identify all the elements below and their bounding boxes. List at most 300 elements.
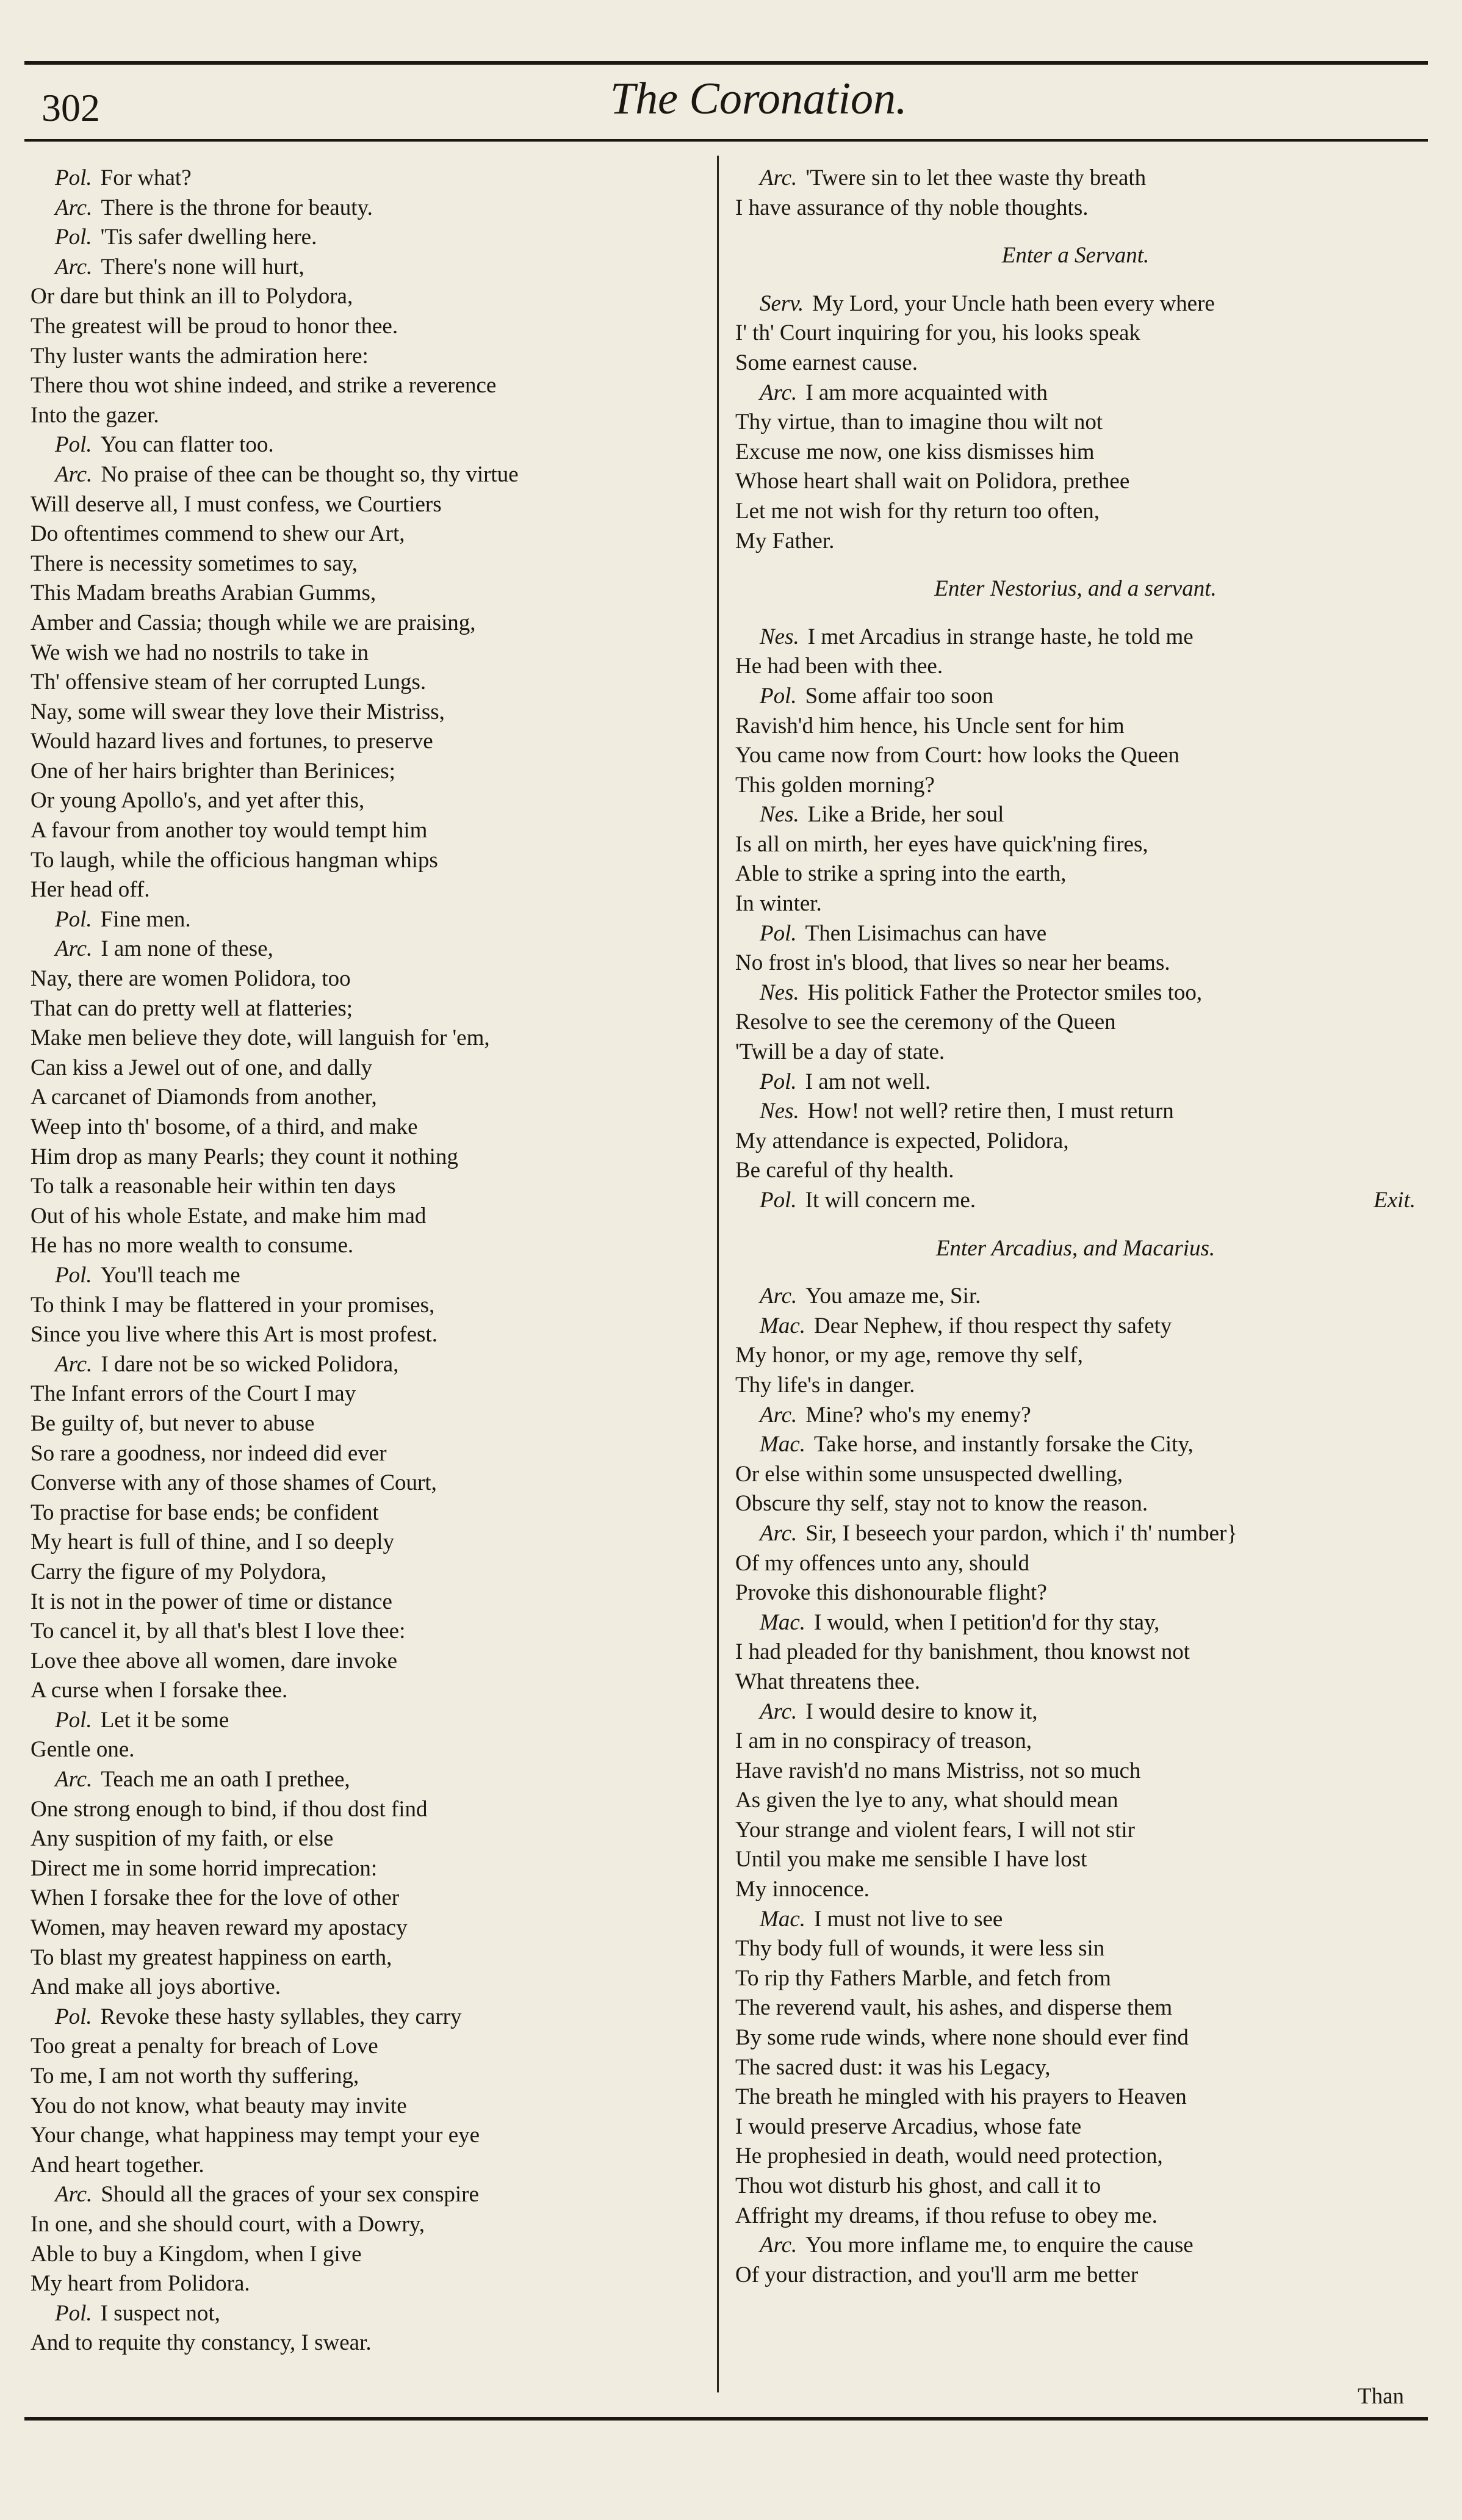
line-text: We wish we had no nostrils to take in xyxy=(31,640,369,665)
line-text: Thy luster wants the admiration here: xyxy=(31,343,369,369)
verse-line xyxy=(735,741,1416,771)
verse-line xyxy=(735,348,1416,378)
verse-line xyxy=(735,889,1416,919)
line-text: Of my offences unto any, should xyxy=(735,1550,1029,1576)
speaker-tag: Pol. xyxy=(55,432,92,458)
line-text: Sir, I beseech your pardon, which i' th' number} xyxy=(805,1520,1238,1546)
verse-line xyxy=(31,1172,708,1202)
header-rule-bottom xyxy=(24,139,1428,142)
verse-line xyxy=(31,1379,708,1409)
verse-line xyxy=(31,1795,708,1825)
line-text: That can do pretty well at flatteries; xyxy=(31,995,353,1021)
verse-line xyxy=(735,497,1416,527)
line-text: Any suspition of my faith, or else xyxy=(31,1826,334,1852)
line-text: I have assurance of thy noble thoughts. xyxy=(735,195,1089,220)
line-text: To practise for base ends; be confident xyxy=(31,1500,379,1525)
speaker-tag: Nes. xyxy=(760,624,799,649)
verse-line xyxy=(31,1617,708,1647)
line-text: Like a Bride, her soul xyxy=(807,802,1004,828)
stage-direction: Enter Nestorius, and a servant. xyxy=(934,576,1217,602)
speech-line xyxy=(31,2299,708,2329)
verse-line xyxy=(31,668,708,698)
line-text: Direct me in some horrid imprecation: xyxy=(31,1855,378,1881)
speaker-tag: Pol. xyxy=(55,1707,92,1733)
line-text: It will concern me. xyxy=(805,1188,976,1213)
line-text: I would, when I petition'd for thy stay, xyxy=(814,1609,1160,1635)
verse-line xyxy=(31,1943,708,1973)
line-text: In one, and she should court, with a Dowry, xyxy=(31,2211,425,2237)
verse-line xyxy=(735,1845,1416,1875)
speaker-tag: Mac. xyxy=(760,1609,805,1635)
line-text: Weep into th' bosome, of a third, and make xyxy=(31,1114,418,1139)
verse-line xyxy=(735,712,1416,742)
line-text: The sacred dust: it was his Legacy, xyxy=(735,2054,1051,2080)
speaker-tag: Arc. xyxy=(55,461,93,487)
verse-line xyxy=(735,1727,1416,1756)
line-text: Do oftentimes commend to shew our Art, xyxy=(31,521,405,547)
verse-line xyxy=(31,1824,708,1854)
verse-line xyxy=(31,549,708,579)
line-text: My honor, or my age, remove thy self, xyxy=(735,1343,1083,1368)
verse-line xyxy=(735,1934,1416,1964)
stage-direction: Enter a Servant. xyxy=(1001,243,1150,269)
line-text: Gentle one. xyxy=(31,1737,135,1763)
verse-line xyxy=(31,1143,708,1172)
speech-line xyxy=(735,1905,1416,1935)
line-text: Will deserve all, I must confess, we Courtiers xyxy=(31,491,442,517)
line-text: When I forsake thee for the love of other xyxy=(31,1885,400,1911)
stage-direction: Enter Arcadius, and Macarius. xyxy=(935,1235,1215,1261)
speech-line xyxy=(735,800,1416,830)
line-text: My innocence. xyxy=(735,1877,870,1902)
line-text: My heart is full of thine, and I so deeply xyxy=(31,1529,394,1555)
verse-line xyxy=(735,1341,1416,1371)
verse-line xyxy=(31,638,708,668)
line-text: I suspect not, xyxy=(100,2300,220,2326)
verse-line xyxy=(735,859,1416,889)
line-text: One strong enough to bind, if thou dost find xyxy=(31,1796,428,1822)
speaker-tag: Nes. xyxy=(760,1099,799,1124)
verse-line xyxy=(31,1468,708,1498)
speaker-tag: Pol. xyxy=(55,2004,92,2029)
verse-line xyxy=(31,994,708,1024)
line-text: Should all the graces of your sex conspire xyxy=(101,2182,479,2208)
line-text: Into the gazer. xyxy=(31,402,159,428)
verse-line xyxy=(31,786,708,816)
verse-line xyxy=(31,342,708,372)
speech-line xyxy=(735,623,1416,652)
speech-line xyxy=(735,1697,1416,1727)
line-text: Nay, there are women Polidora, too xyxy=(31,966,351,992)
spacer xyxy=(735,271,1416,289)
line-text: A favour from another toy would tempt him xyxy=(31,818,428,843)
verse-line xyxy=(735,2261,1416,2291)
verse-line xyxy=(735,1637,1416,1667)
speaker-tag: Pol. xyxy=(760,1188,797,1213)
verse-line xyxy=(31,1528,708,1558)
line-text: My Father. xyxy=(735,528,835,554)
line-text: You do not know, what beauty may invite xyxy=(31,2093,407,2118)
line-text: Can kiss a Jewel out of one, and dally xyxy=(31,1055,373,1080)
line-text: He has no more wealth to consume. xyxy=(31,1233,354,1258)
page-number: 302 xyxy=(41,86,100,129)
verse-line xyxy=(735,2023,1416,2053)
line-text: I would desire to know it, xyxy=(805,1699,1038,1724)
speaker-tag: Arc. xyxy=(760,380,798,405)
speech-line xyxy=(735,1519,1416,1549)
verse-line xyxy=(735,1371,1416,1401)
verse-line xyxy=(31,1439,708,1469)
line-text: One of her hairs brighter than Berinices; xyxy=(31,758,395,784)
speaker-tag: Nes. xyxy=(760,802,799,828)
line-text: I' th' Court inquiring for you, his looks speak xyxy=(735,320,1140,346)
verse-line xyxy=(735,1667,1416,1697)
verse-line xyxy=(735,527,1416,557)
line-text: Be guilty of, but never to abuse xyxy=(31,1410,315,1436)
speaker-tag: Arc. xyxy=(760,2233,798,2258)
line-text: To me, I am not worth thy suffering, xyxy=(31,2063,359,2089)
verse-line xyxy=(735,2112,1416,2142)
speech-line xyxy=(31,223,708,253)
left-text-column xyxy=(31,164,708,2358)
speech-line xyxy=(735,289,1416,319)
verse-line xyxy=(31,312,708,342)
speaker-tag: Arc. xyxy=(55,936,93,962)
line-text: Love thee above all women, dare invoke xyxy=(31,1648,398,1673)
speaker-tag: Pol. xyxy=(55,906,92,932)
verse-line xyxy=(31,371,708,401)
line-text: Thy life's in danger. xyxy=(735,1372,915,1398)
verse-line xyxy=(31,1202,708,1232)
verse-line xyxy=(31,1647,708,1677)
line-text: My Lord, your Uncle hath been every where xyxy=(812,291,1215,316)
speaker-tag: Arc. xyxy=(760,165,798,190)
verse-line xyxy=(735,771,1416,801)
speech-line xyxy=(31,430,708,460)
line-text: Let it be some xyxy=(100,1707,229,1733)
verse-line xyxy=(31,490,708,520)
line-text: There is necessity sometimes to say, xyxy=(31,551,358,576)
speaker-tag: Serv. xyxy=(760,291,804,316)
speech-line xyxy=(735,919,1416,949)
verse-line xyxy=(31,846,708,876)
line-text: To blast my greatest happiness on earth, xyxy=(31,1944,392,1970)
verse-line xyxy=(31,401,708,431)
line-text: Since you live where this Art is most profest. xyxy=(31,1322,438,1348)
speaker-tag: Nes. xyxy=(760,980,799,1005)
verse-line xyxy=(735,1549,1416,1579)
speech-line xyxy=(735,2231,1416,2261)
line-text: Nay, some will swear they love their Mistriss, xyxy=(31,699,445,724)
line-text: A carcanet of Diamonds from another, xyxy=(31,1085,377,1110)
verse-line xyxy=(735,652,1416,682)
line-text: I am none of these, xyxy=(101,936,273,962)
line-text: Out of his whole Estate, and make him mad xyxy=(31,1203,427,1229)
speech-line xyxy=(735,1097,1416,1127)
speech-line xyxy=(735,1430,1416,1460)
verse-line xyxy=(735,948,1416,978)
verse-line xyxy=(735,2172,1416,2201)
speech-line xyxy=(31,1261,708,1291)
line-text: Converse with any of those shames of Court, xyxy=(31,1470,437,1496)
verse-line xyxy=(735,2142,1416,2172)
line-text: Able to strike a spring into the earth, xyxy=(735,861,1067,887)
speech-line xyxy=(31,1350,708,1380)
catchword: Than xyxy=(1358,2384,1405,2409)
speech-line xyxy=(31,2180,708,2210)
line-text: Th' offensive steam of her corrupted Lungs. xyxy=(31,670,427,695)
line-text: 'Twill be a day of state. xyxy=(735,1039,945,1065)
verse-line xyxy=(735,1993,1416,2023)
line-text: 'Tis safer dwelling here. xyxy=(100,225,317,250)
verse-line xyxy=(735,1875,1416,1905)
line-text: Revoke these hasty syllables, they carry xyxy=(100,2004,462,2029)
spacer xyxy=(735,1263,1416,1282)
line-text: To talk a reasonable heir within ten days xyxy=(31,1174,396,1199)
line-text: There's none will hurt, xyxy=(101,254,304,280)
line-text: Women, may heaven reward my apostacy xyxy=(31,1915,408,1941)
speech-line xyxy=(31,934,708,964)
speech-line xyxy=(31,253,708,283)
line-text: Take horse, and instantly forsake the City, xyxy=(814,1432,1194,1457)
line-text: Excuse me now, one kiss dismisses him xyxy=(735,439,1095,464)
speaker-tag: Pol. xyxy=(55,1262,92,1288)
verse-line xyxy=(31,1409,708,1439)
verse-line xyxy=(31,1053,708,1083)
right-text-column xyxy=(735,164,1416,2290)
line-text: For what? xyxy=(100,165,192,190)
verse-line xyxy=(31,1231,708,1261)
verse-line xyxy=(31,964,708,994)
line-text: You came now from Court: how looks the Queen xyxy=(735,743,1179,768)
line-text: Thy body full of wounds, it were less sin xyxy=(735,1936,1105,1962)
line-text: You amaze me, Sir. xyxy=(805,1283,981,1309)
speaker-tag: Arc. xyxy=(760,1520,798,1546)
line-text: Provoke this dishonourable flight? xyxy=(735,1580,1047,1606)
line-text: And to requite thy constancy, I swear. xyxy=(31,2330,372,2356)
line-text: You can flatter too. xyxy=(100,432,274,458)
speaker-tag: Pol. xyxy=(55,2300,92,2326)
speaker-tag: Pol. xyxy=(760,920,797,946)
line-text: Of your distraction, and you'll arm me better xyxy=(735,2262,1139,2287)
line-text: Let me not wish for thy return too often, xyxy=(735,498,1100,524)
exit-direction: Exit. xyxy=(1374,1188,1416,1213)
line-text: Carry the figure of my Polydora, xyxy=(31,1559,326,1584)
verse-line xyxy=(31,1913,708,1943)
line-text: The Infant errors of the Court I may xyxy=(31,1381,356,1407)
line-text: Obscure thy self, stay not to know the reason. xyxy=(735,1491,1148,1517)
verse-line xyxy=(31,2240,708,2270)
speaker-tag: Arc. xyxy=(760,1283,798,1309)
speaker-tag: Arc. xyxy=(55,254,93,280)
line-text: I am more acquainted with xyxy=(805,380,1048,405)
line-text: Him drop as many Pearls; they count it nothing xyxy=(31,1144,458,1169)
speaker-tag: Arc. xyxy=(55,2182,93,2208)
line-text: Your strange and violent fears, I will not stir xyxy=(735,1817,1135,1843)
line-text: Teach me an oath I prethee, xyxy=(101,1767,350,1793)
line-text: This Madam breaths Arabian Gumms, xyxy=(31,580,376,606)
line-text: 'Twere sin to let thee waste thy breath xyxy=(805,165,1147,190)
verse-line xyxy=(735,2053,1416,2083)
speaker-tag: Pol. xyxy=(760,683,797,709)
spacer xyxy=(735,1216,1416,1234)
verse-line xyxy=(31,1883,708,1913)
verse-line xyxy=(735,1964,1416,1994)
line-text: In winter. xyxy=(735,891,822,917)
line-text: Fine men. xyxy=(100,906,191,932)
line-text: Dear Nephew, if thou respect thy safety xyxy=(814,1313,1172,1338)
verse-line xyxy=(31,1024,708,1053)
line-text: To laugh, while the officious hangman whips xyxy=(31,847,438,873)
speech-line xyxy=(735,1312,1416,1341)
verse-line xyxy=(735,1786,1416,1816)
verse-line xyxy=(735,1816,1416,1846)
line-text: You'll teach me xyxy=(100,1262,240,1288)
footer-rule xyxy=(24,2417,1428,2421)
speaker-tag: Mac. xyxy=(760,1432,805,1457)
column-divider xyxy=(717,156,719,2392)
page-header xyxy=(24,73,1428,134)
line-text: Be careful of thy health. xyxy=(735,1158,954,1183)
verse-line xyxy=(31,1735,708,1765)
spacer xyxy=(735,223,1416,241)
line-text: There is the throne for beauty. xyxy=(101,195,373,220)
verse-line xyxy=(31,2121,708,2151)
verse-line xyxy=(31,608,708,638)
verse-line xyxy=(735,438,1416,468)
line-text: To rip thy Fathers Marble, and fetch from xyxy=(735,1965,1111,1991)
verse-line xyxy=(31,1083,708,1113)
line-text: Thou wot disturb his ghost, and call it to xyxy=(735,2173,1101,2198)
line-text: How! not well? retire then, I must return xyxy=(807,1099,1174,1124)
line-text: There thou wot shine indeed, and strike a reverence xyxy=(31,373,497,399)
verse-line xyxy=(31,727,708,757)
speech-line xyxy=(31,164,708,193)
line-text: Too great a penalty for breach of Love xyxy=(31,2034,378,2059)
line-text: And make all joys abortive. xyxy=(31,1974,281,2000)
line-text: Or dare but think an ill to Polydora, xyxy=(31,284,353,309)
spacer xyxy=(735,604,1416,623)
verse-line xyxy=(31,757,708,787)
speaker-tag: Arc. xyxy=(760,1699,798,1724)
line-text: Your change, what happiness may tempt your eye xyxy=(31,2123,480,2148)
speaker-tag: Arc. xyxy=(55,1351,93,1377)
speech-line xyxy=(735,164,1416,193)
line-text: The greatest will be proud to honor thee. xyxy=(31,313,398,339)
verse-line xyxy=(735,1489,1416,1519)
line-text: By some rude winds, where none should ever find xyxy=(735,2025,1189,2051)
verse-line xyxy=(31,1320,708,1350)
line-text: Some affair too soon xyxy=(805,683,994,709)
line-text: Thy virtue, than to imagine thou wilt not xyxy=(735,410,1103,435)
line-text: Whose heart shall wait on Polidora, prethee xyxy=(735,469,1130,494)
verse-line xyxy=(735,830,1416,860)
verse-line xyxy=(31,816,708,846)
verse-line xyxy=(31,2210,708,2240)
line-text: Is all on mirth, her eyes have quick'ning fires, xyxy=(735,831,1148,857)
line-text: To cancel it, by all that's blest I love thee: xyxy=(31,1619,406,1644)
verse-line xyxy=(735,408,1416,438)
verse-line xyxy=(31,2032,708,2062)
verse-line xyxy=(735,193,1416,223)
verse-line xyxy=(735,1460,1416,1490)
line-text: Some earnest cause. xyxy=(735,350,918,375)
verse-line xyxy=(735,467,1416,497)
running-title: The Coronation. xyxy=(610,74,907,124)
verse-line xyxy=(31,2328,708,2358)
verse-line xyxy=(31,2062,708,2092)
line-text: So rare a goodness, nor indeed did ever xyxy=(31,1440,387,1466)
line-text: Until you make me sensible I have lost xyxy=(735,1847,1087,1872)
speech-line xyxy=(31,905,708,935)
line-text: The reverend vault, his ashes, and disperse them xyxy=(735,1995,1173,2021)
line-text: He had been with thee. xyxy=(735,654,943,679)
verse-line xyxy=(31,2269,708,2299)
line-text: You more inflame me, to enquire the cause xyxy=(805,2233,1194,2258)
line-text: And heart together. xyxy=(31,2152,204,2178)
line-text: I would preserve Arcadius, whose fate xyxy=(735,2114,1082,2139)
speech-line xyxy=(735,978,1416,1008)
verse-line xyxy=(31,1973,708,2002)
verse-line xyxy=(735,1038,1416,1067)
speech-line xyxy=(735,1282,1416,1312)
line-text: As given the lye to any, what should mean xyxy=(735,1788,1118,1813)
verse-line xyxy=(735,2201,1416,2231)
verse-line xyxy=(31,1676,708,1706)
speaker-tag: Arc. xyxy=(55,195,93,220)
speaker-tag: Mac. xyxy=(760,1313,805,1338)
line-text: No praise of thee can be thought so, thy virtue xyxy=(101,461,519,487)
line-text: Ravish'd him hence, his Uncle sent for him xyxy=(735,713,1125,738)
line-text: A curse when I forsake thee. xyxy=(31,1678,288,1703)
verse-line xyxy=(31,1113,708,1143)
verse-line xyxy=(31,1498,708,1528)
line-text: Affright my dreams, if thou refuse to obey me. xyxy=(735,2203,1158,2228)
line-text: Then Lisimachus can have xyxy=(805,920,1047,946)
line-text: I met Arcadius in strange haste, he told me xyxy=(807,624,1194,649)
line-text: I am not well. xyxy=(805,1069,931,1094)
verse-line xyxy=(735,2082,1416,2112)
line-text: This golden morning? xyxy=(735,772,935,798)
speech-line xyxy=(735,378,1416,408)
line-text: My attendance is expected, Polidora, xyxy=(735,1128,1069,1153)
verse-line xyxy=(31,1558,708,1587)
line-text: I had pleaded for thy banishment, thou knowst not xyxy=(735,1639,1190,1665)
line-text: Amber and Cassia; though while we are praising, xyxy=(31,610,476,635)
speaker-tag: Mac. xyxy=(760,1906,805,1932)
verse-line xyxy=(735,1756,1416,1786)
line-text: To think I may be flattered in your promises, xyxy=(31,1292,435,1318)
verse-line xyxy=(735,319,1416,348)
line-text: Would hazard lives and fortunes, to preserve xyxy=(31,729,433,754)
verse-line xyxy=(31,579,708,608)
line-text: He prophesied in death, would need protection, xyxy=(735,2143,1163,2169)
line-text: I dare not be so wicked Polidora, xyxy=(101,1351,399,1377)
spacer xyxy=(735,556,1416,574)
line-text: What threatens thee. xyxy=(735,1669,921,1694)
line-text: My heart from Polidora. xyxy=(31,2271,250,2297)
verse-line xyxy=(735,1008,1416,1038)
verse-line xyxy=(735,1156,1416,1186)
line-text: Have ravish'd no mans Mistriss, not so much xyxy=(735,1758,1141,1783)
header-rule-top xyxy=(24,61,1428,65)
line-text: Her head off. xyxy=(31,877,150,903)
speaker-tag: Arc. xyxy=(55,1767,93,1793)
verse-line xyxy=(31,282,708,312)
speaker-tag: Pol. xyxy=(55,225,92,250)
line-text: The breath he mingled with his prayers to Heaven xyxy=(735,2084,1187,2110)
verse-line xyxy=(735,1578,1416,1608)
